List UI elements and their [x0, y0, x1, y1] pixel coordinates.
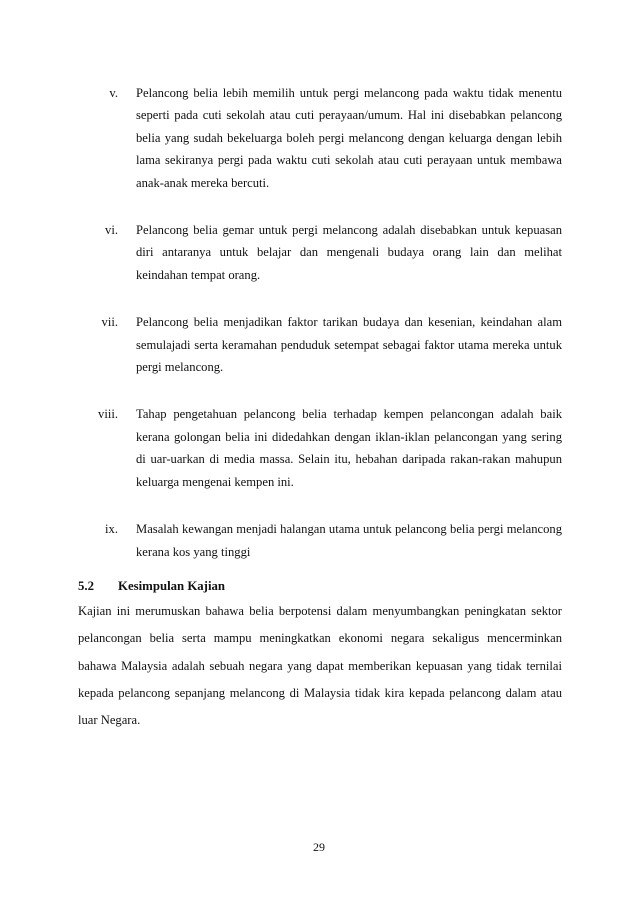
list-item-text: Tahap pengetahuan pelancong belia terhadap kempen pelancongan adalah baik kerana golongan belia ini didedahkan dengan iklan-iklan pelancongan yang sering di uar-uarkan di media massa. Selain itu, hebahan daripada rakan-rakan mahupun keluarga mengenai kempen ini.: [136, 407, 562, 489]
body-paragraph: Kajian ini merumuskan bahawa belia berpotensi dalam menyumbangkan peningkatan sektor pelancongan belia serta mampu meningkatkan ekonomi negara sekaligus mencerminkan bahawa Malaysia adalah sebuah negara yang dapat memberikan kepuasan yang tidak ternilai kepada pelancong sepanjang melancong di Malaysia tidak kira kepada pelancong dalam atau luar Negara.: [78, 604, 562, 728]
section-number: 5.2: [78, 579, 94, 593]
list-item: [78, 518, 562, 563]
section-title: Kesimpulan Kajian: [118, 579, 226, 593]
list-item-text: Pelancong belia gemar untuk pergi melancong adalah disebabkan untuk kepuasan diri antaranya untuk belajar dan mengenali budaya orang lain dan melihat keindahan tempat orang.: [136, 223, 562, 282]
section-heading: [78, 575, 225, 597]
list-numeral: vii.: [101, 315, 118, 330]
list-item: [78, 219, 562, 286]
list-numeral: v.: [109, 86, 118, 100]
page-number: 29: [313, 840, 325, 854]
list-numeral: vi.: [105, 223, 118, 238]
list-item-text: Pelancong belia lebih memilih untuk pergi melancong pada waktu tidak menentu seperti pada cuti sekolah atau cuti perayaan/umum. Hal ini disebabkan pelancong belia yang sudah bekeluarga boleh pergi melancong dengan keluarga dengan lebih lama sekiranya pergi pada waktu cuti sekolah atau cuti perayaan untuk membawa anak-anak mereka bercuti.: [136, 86, 562, 190]
list-numeral: ix.: [105, 522, 118, 537]
list-item: [78, 82, 562, 194]
list-numeral: viii.: [98, 407, 118, 422]
list-item: [78, 403, 562, 493]
list-item-text: Pelancong belia menjadikan faktor tarikan budaya dan kesenian, keindahan alam semulajadi serta keramahan penduduk setempat sebagai faktor utama mereka untuk pergi melancong.: [136, 315, 562, 375]
findings-list: [78, 82, 562, 588]
list-item-text: Masalah kewangan menjadi halangan utama untuk pelancong belia pergi melancong kerana kos yang tinggi: [136, 522, 562, 559]
list-item: [78, 311, 562, 378]
